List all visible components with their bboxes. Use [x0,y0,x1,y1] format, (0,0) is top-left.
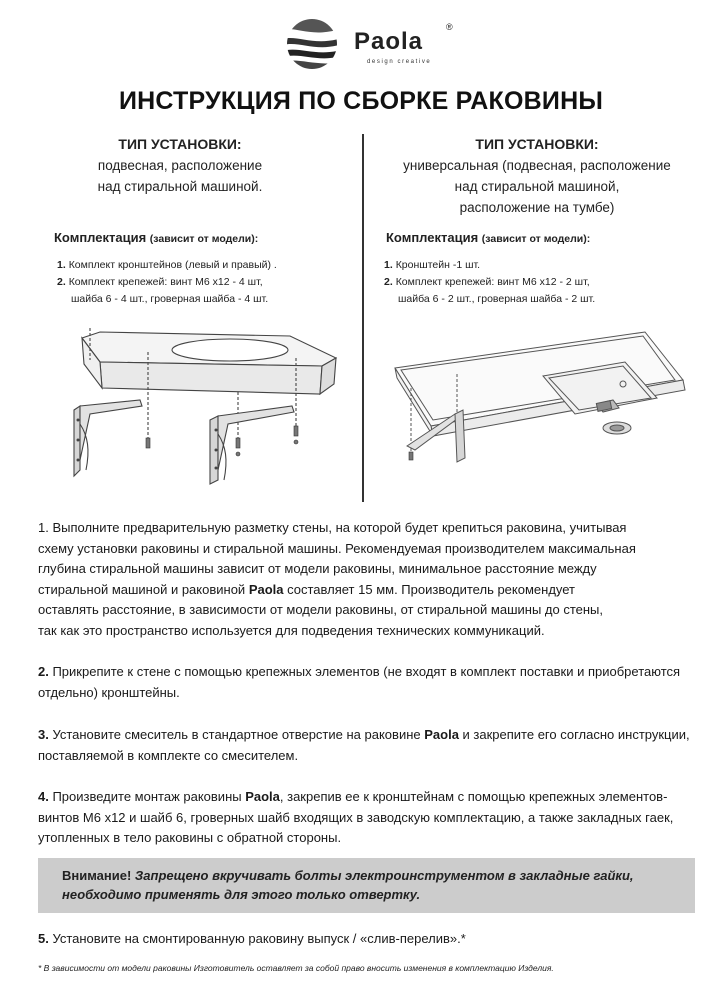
list-item [57,291,277,308]
right-install-label: ТИП УСТАНОВКИ: [475,136,599,152]
item-number: 2. [57,276,66,288]
warning-text [62,866,682,904]
brand-mention: Paola [424,727,459,742]
item-number: 1. [57,259,66,271]
step-1-line: оставлять расстояние, в зависимости от модели раковины, от стиральной машины до стены, [38,602,603,617]
right-kit-note: (зависит от модели): [481,233,591,245]
brand-mention: Paola [248,581,284,597]
left-kit-list [57,257,277,308]
item-text: шайба 6 - 4 шт., гроверная шайба - 4 шт. [71,293,269,305]
step-1-line [38,580,708,601]
step-3-text-a: Установите смеситель в стандартное отверстие на раковине [48,727,425,742]
item-text: шайба 6 - 2 шт., гроверная шайба - 2 шт. [398,293,596,305]
column-divider [362,134,364,502]
right-kit-list [384,257,595,308]
step-3-number: 3. [38,727,49,742]
item-number: 1. [384,259,393,271]
list-item [384,274,595,291]
step-4-text-a: Произведите монтаж раковины [48,789,246,804]
step-3 [38,725,708,766]
step-4-text-b: , закрепив ее к кронштейнам с помощью крепежных элементов- винтов М6 х12 и шайб 6, гроверных шайб входящих в заводскую комплектацию, а также закладных гаек, утопленных в тело раковины с обратной стороны. [38,789,674,845]
step-1 [38,518,708,641]
brand-tagline: design creative [367,59,432,65]
item-text: Комплект крепежей: винт М6 х12 - 4 шт, [68,276,263,288]
list-item [57,257,277,274]
right-install-line: над стиральной машиной, [454,179,620,194]
left-kit-title [54,230,258,245]
left-kit-note: (зависит от модели): [149,233,259,245]
step-1-line-b: составляет 15 мм. Производитель рекомендует [283,581,576,597]
list-item [384,257,595,274]
left-kit-heading: Комплектация [54,230,147,245]
wave-logo-icon [276,18,348,70]
step-3-text-b: и закрепите его согласно инструкции, поставляемой в комплекте со смесителем. [38,727,690,763]
step-1-line: глубина стиральной машины зависит от модели раковины, минимальное расстояние между [38,561,597,576]
step-5 [38,929,708,950]
right-kit-title [386,230,590,245]
step-1-line-a: стиральной машиной и раковиной [38,581,249,597]
item-text: Кронштейн -1 шт. [395,259,481,271]
step-1-line: 1. Выполните предварительную разметку стены, на которой будет крепиться раковина, учитывая [38,520,627,535]
right-install-type [372,134,702,218]
step-2-text: Прикрепите к стене с помощью крепежных элементов (не входят в комплект поставки и приобретаются отдельно) кронштейны. [38,664,681,700]
registered-mark: ® [446,22,453,32]
warning-label: Внимание! [62,868,132,883]
warning-message: Запрещено вкручивать болты электроинструментом в закладные гайки, необходимо применять для этого только отвертку. [62,868,634,902]
page-title: ИНСТРУКЦИЯ ПО СБОРКЕ РАКОВИНЫ [119,87,603,115]
right-install-line: расположение на тумбе) [459,200,615,215]
brand-mention: Paola [245,789,280,804]
left-install-line: подвесная, расположение [97,158,263,173]
right-install-line: универсальная (подвесная, расположение [403,158,671,173]
left-install-line: над стиральной машиной. [97,179,263,194]
list-item [384,291,595,308]
step-2 [38,662,708,703]
right-kit-heading: Комплектация [386,230,479,245]
brand-name: Paola [354,28,424,55]
list-item [57,274,277,291]
item-number: 2. [384,276,393,288]
left-install-label: ТИП УСТАНОВКИ: [118,136,242,152]
step-4-number: 4. [38,789,49,804]
universal-sink-illustration [385,318,690,468]
step-1-line: схему установки раковины и стиральной машины. Рекомендуемая производителем максимальная [38,540,636,556]
brand-logo [276,18,466,74]
wall-mount-sink-illustration [60,320,350,495]
left-install-type [60,134,300,197]
item-text: Комплект крепежей: винт М6 х12 - 2 шт, [395,276,590,288]
footnote: * В зависимости от модели раковины Изготовитель оставляет за собой право вносить изменения в комплектацию Изделия. [38,963,554,973]
step-5-number: 5. [38,931,49,946]
step-1-line: так как это пространство используется для подведения технических коммуникаций. [38,622,545,638]
warning-box [38,858,695,913]
step-2-number: 2. [38,664,49,679]
item-text: Комплект кронштейнов (левый и правый) . [68,259,277,271]
step-5-text: Установите на смонтированную раковину выпуск / «слив-перелив».* [48,931,466,946]
step-4 [38,787,708,849]
